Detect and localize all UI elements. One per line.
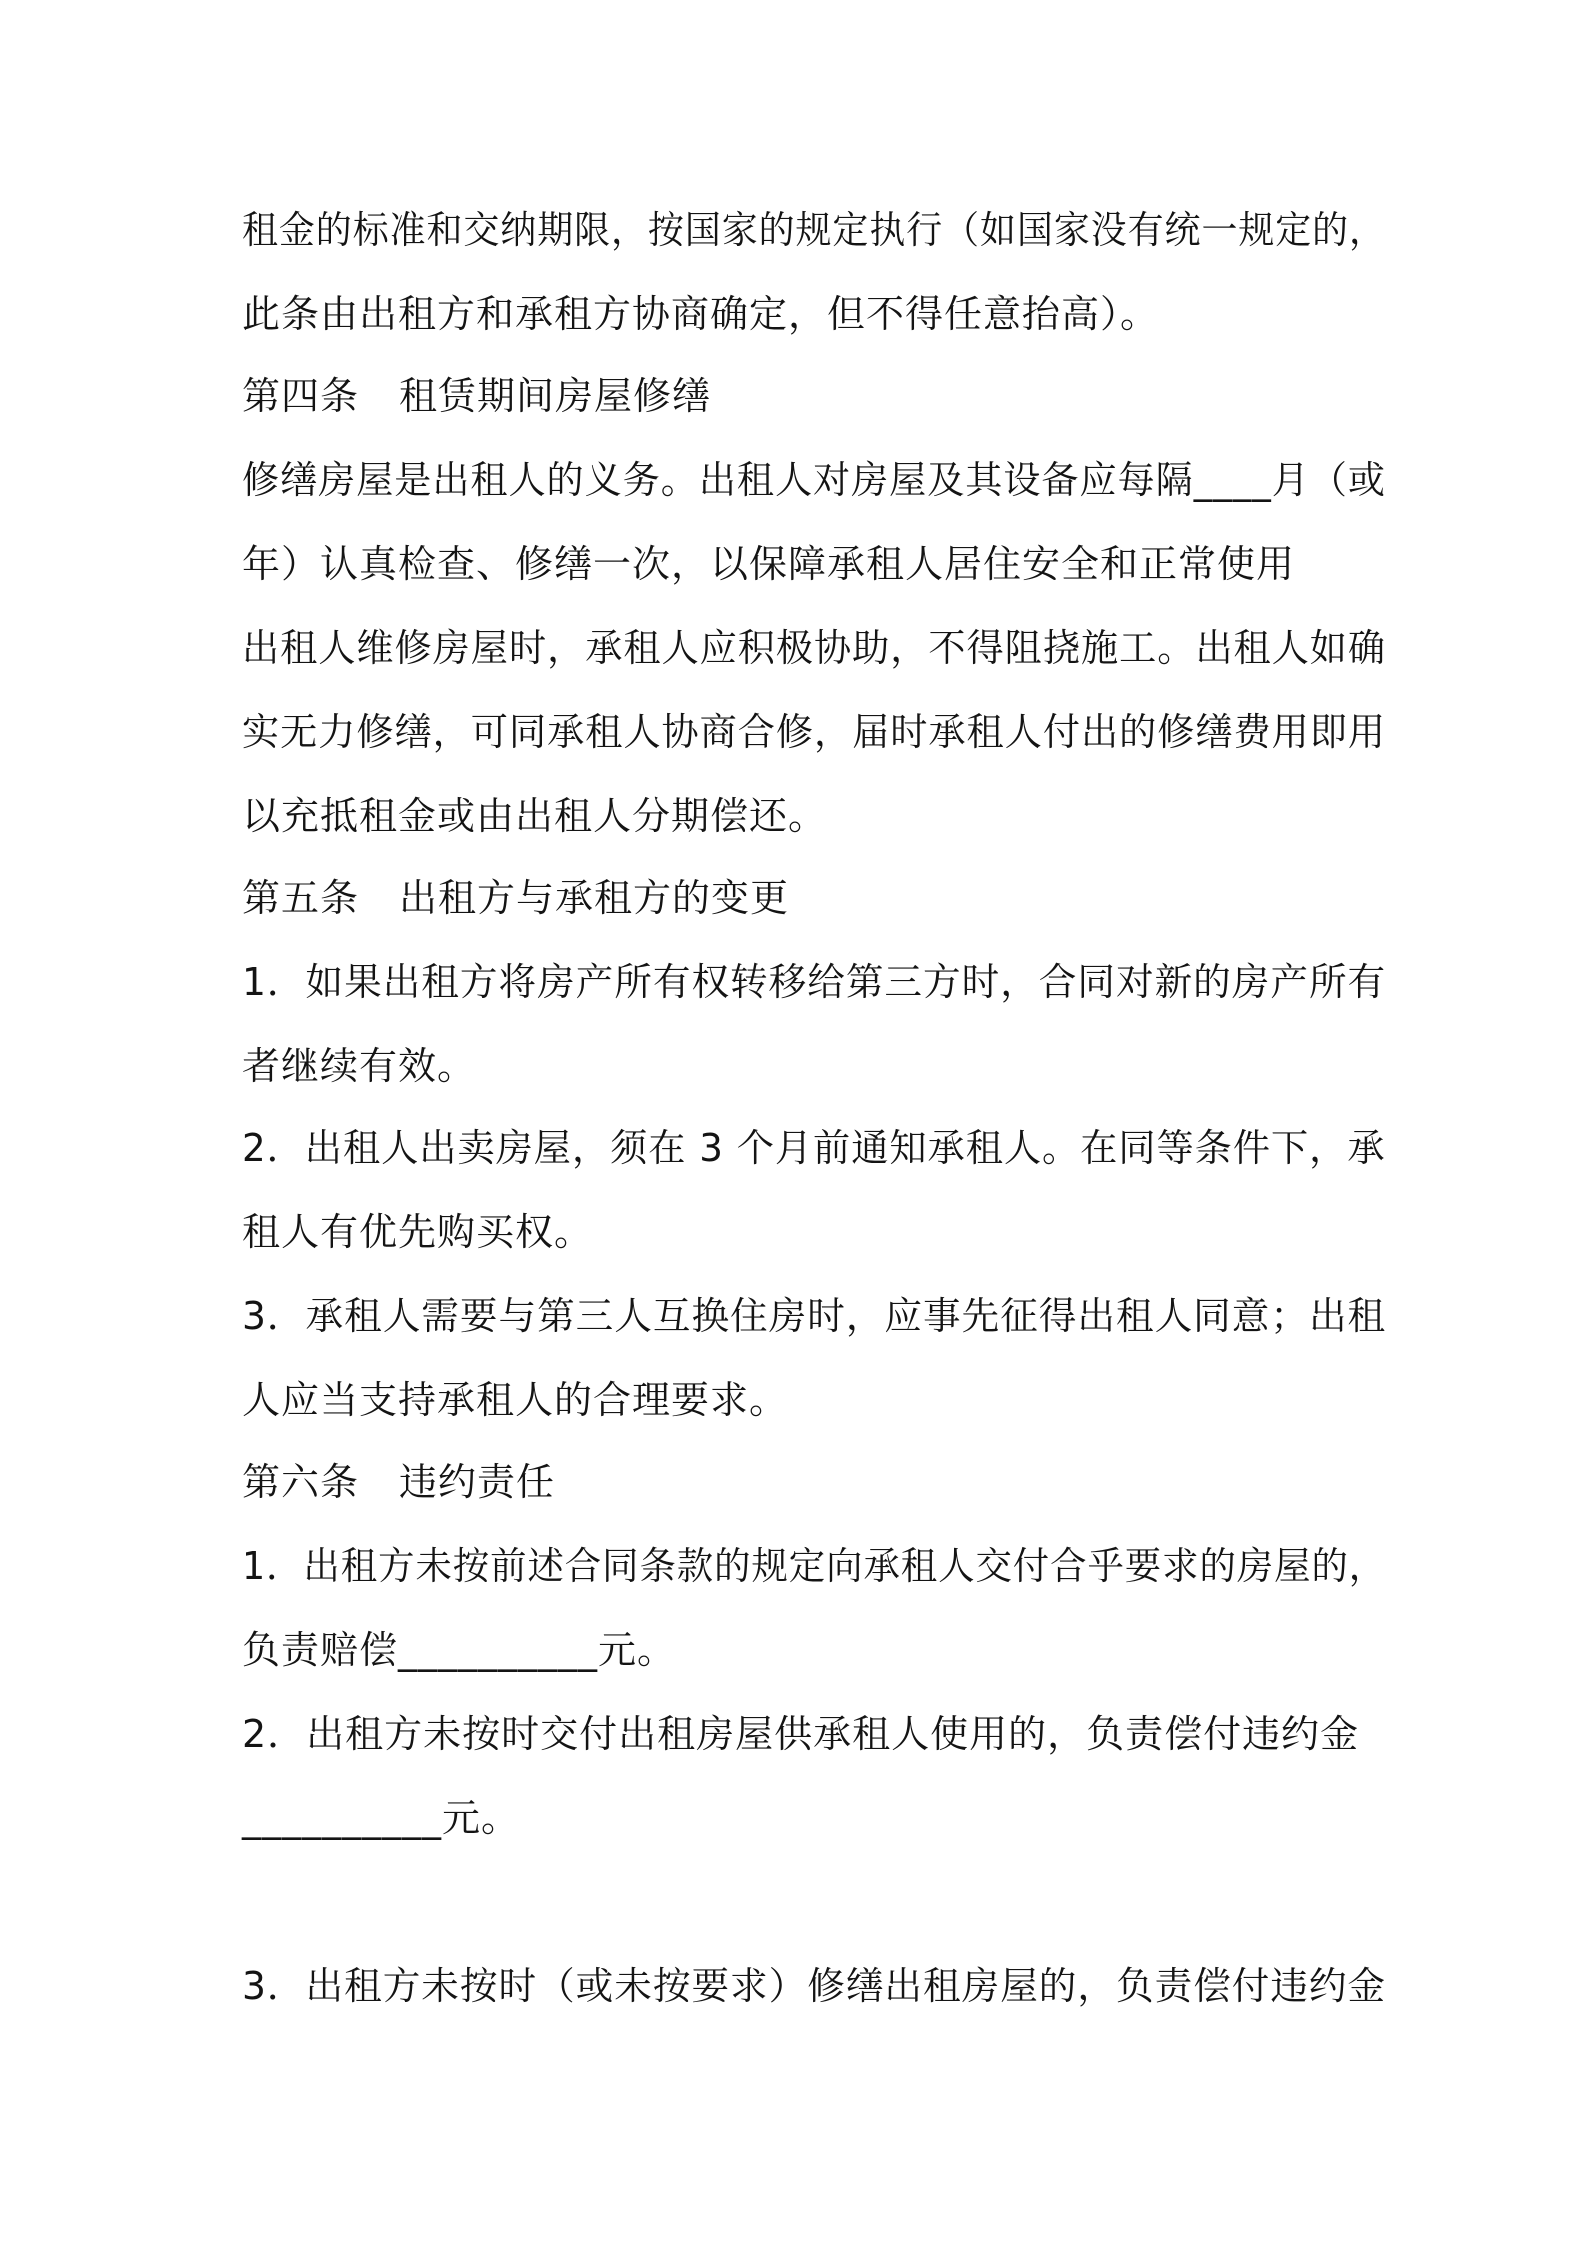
article-number: 第五条 (242, 876, 360, 920)
paragraph-line: 出租人维修房屋时，承租人应积极协助，不得阻挠施工。出租人如确 (242, 626, 1387, 670)
article-title: 违约责任 (399, 1460, 556, 1504)
article-number: 第六条 (242, 1460, 360, 1504)
list-item-line: 2．出租人出卖房屋，须在 3 个月前通知承租人。在同等条件下，承 (242, 1126, 1386, 1170)
list-item-line: __________元。 (242, 1796, 521, 1840)
list-item-line: 1．如果出租方将房产所有权转移给第三方时，合同对新的房产所有 (242, 960, 1387, 1004)
article-title: 出租方与承租方的变更 (399, 876, 790, 920)
list-item-line: 租人有优先购买权。 (242, 1210, 594, 1254)
article-6-heading (242, 1456, 555, 1508)
paragraph-line: 修缮房屋是出租人的义务。出租人对房屋及其设备应每隔____月（或 (242, 458, 1387, 502)
paragraph-line: 实无力修缮，可同承租人协商合修，届时承租人付出的修缮费用即用 (242, 710, 1387, 754)
list-item-line: 负责赔偿__________元。 (242, 1628, 677, 1672)
article-4-heading (242, 370, 711, 422)
paragraph-line: 租金的标准和交纳期限，按国家的规定执行（如国家没有统一规定的， (242, 208, 1386, 252)
paragraph-line: 以充抵租金或由出租人分期偿还。 (242, 794, 828, 838)
list-item-line: 1．出租方未按前述合同条款的规定向承租人交付合乎要求的房屋的， (242, 1544, 1387, 1588)
list-item-line: 者继续有效。 (242, 1044, 477, 1088)
article-number: 第四条 (242, 374, 360, 418)
article-5-heading (242, 872, 789, 924)
list-item-line: 2．出租方未按时交付出租房屋供承租人使用的，负责偿付违约金 (242, 1712, 1360, 1756)
list-item-line: 人应当支持承租人的合理要求。 (242, 1378, 789, 1422)
article-title: 租赁期间房屋修缮 (399, 374, 712, 418)
paragraph-line: 此条由出租方和承租方协商确定，但不得任意抬高）。 (242, 292, 1160, 336)
paragraph-line: 年）认真检查、修缮一次，以保障承租人居住安全和正常使用 (242, 542, 1296, 586)
list-item-line: 3．出租方未按时（或未按要求）修缮出租房屋的，负责偿付违约金 (242, 1964, 1387, 2008)
list-item-line: 3．承租人需要与第三人互换住房时，应事先征得出租人同意；出租 (242, 1294, 1387, 1338)
